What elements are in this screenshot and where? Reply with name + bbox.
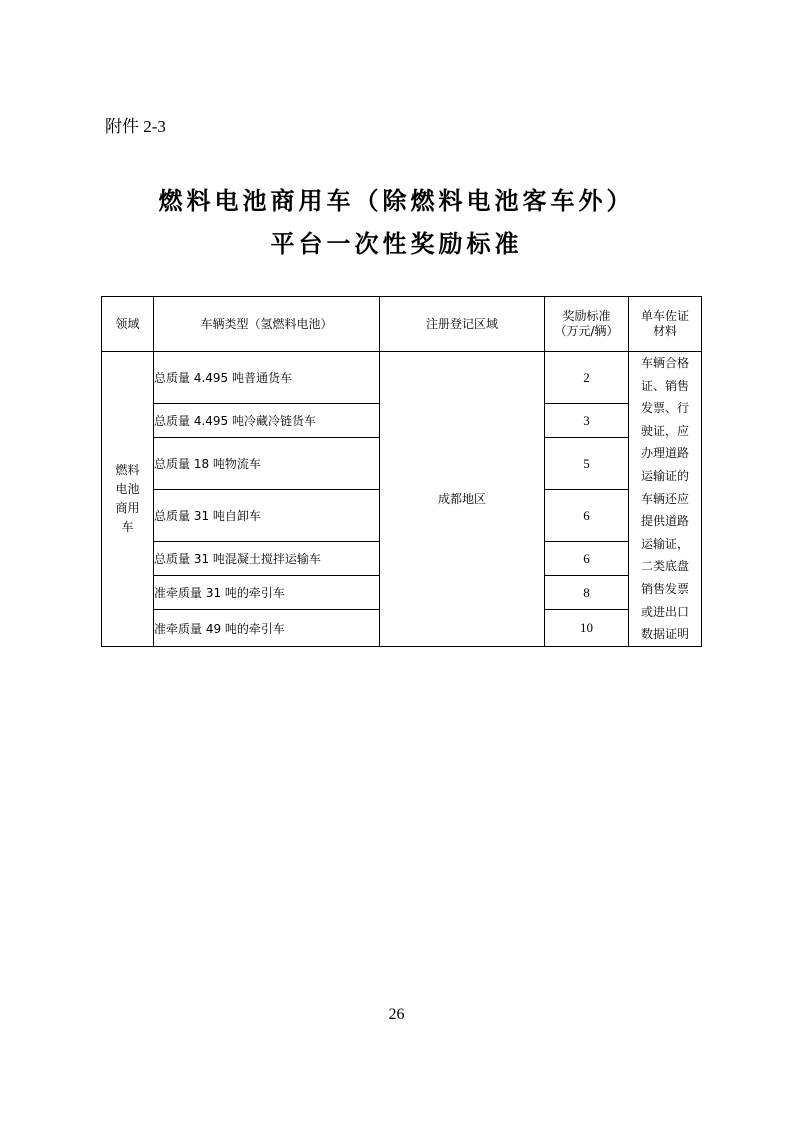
attachment-label: 附件 2-3 [105,117,166,136]
material-line: 办理道路 [640,446,689,461]
header-reward-line2: （万元/辆） [554,324,619,338]
vehicle-type-cell: 总质量 4.495 吨冷藏冷链货车 [154,404,380,438]
page-title-line1: 燃料电池商用车（除燃料电池客车外） [158,186,635,215]
header-material-line1: 单车佐证 [640,309,689,323]
reward-standard-table [101,296,702,647]
reward-cell: 2 [545,352,629,404]
material-line: 运输证， [640,536,689,551]
material-line: 证、销售 [640,378,689,393]
material-line: 销售发票 [640,581,689,596]
region-cell: 成都地区 [380,352,545,647]
domain-line: 电池 [115,481,140,496]
vehicle-type-cell: 总质量 31 吨混凝土搅拌运输车 [154,542,380,576]
material-cell [629,352,702,647]
header-vehicle-type: 车辆类型（氢燃料电池） [154,297,380,352]
header-region: 注册登记区域 [380,297,545,352]
reward-cell: 8 [545,576,629,610]
domain-line: 燃料 [115,462,140,477]
header-reward-line1: 奖励标准 [562,309,611,323]
header-material [629,297,702,352]
domain-line: 商用 [115,500,140,515]
material-line: 二类底盘 [640,559,689,574]
domain-cell [102,352,154,647]
material-line: 或进出口 [640,604,689,619]
material-line: 驶证，应 [640,423,689,438]
material-line: 车辆合格 [640,356,689,370]
page-title-line2: 平台一次性奖励标准 [270,229,523,258]
vehicle-type-cell: 总质量 18 吨物流车 [154,438,380,490]
material-line: 提供道路 [640,514,689,529]
domain-line: 车 [121,519,134,534]
header-domain: 领域 [102,297,154,352]
table-header-row [102,297,702,352]
page-number: 26 [388,1006,405,1023]
vehicle-type-cell: 总质量 31 吨自卸车 [154,490,380,542]
material-line: 数据证明 [640,627,689,642]
table-row [102,352,702,404]
reward-cell: 3 [545,404,629,438]
vehicle-type-cell: 准牵质量 49 吨的牵引车 [154,610,380,646]
material-line: 运输证的 [640,468,689,483]
vehicle-type-cell: 总质量 4.495 吨普通货车 [154,352,380,404]
header-reward [545,297,629,352]
vehicle-type-cell: 准牵质量 31 吨的牵引车 [154,576,380,610]
reward-cell: 10 [545,610,629,646]
reward-cell: 5 [545,438,629,490]
header-material-line2: 材料 [652,324,677,338]
reward-cell: 6 [545,542,629,576]
material-line: 发票、行 [640,401,689,416]
material-line: 车辆还应 [640,491,689,506]
reward-cell: 6 [545,490,629,542]
